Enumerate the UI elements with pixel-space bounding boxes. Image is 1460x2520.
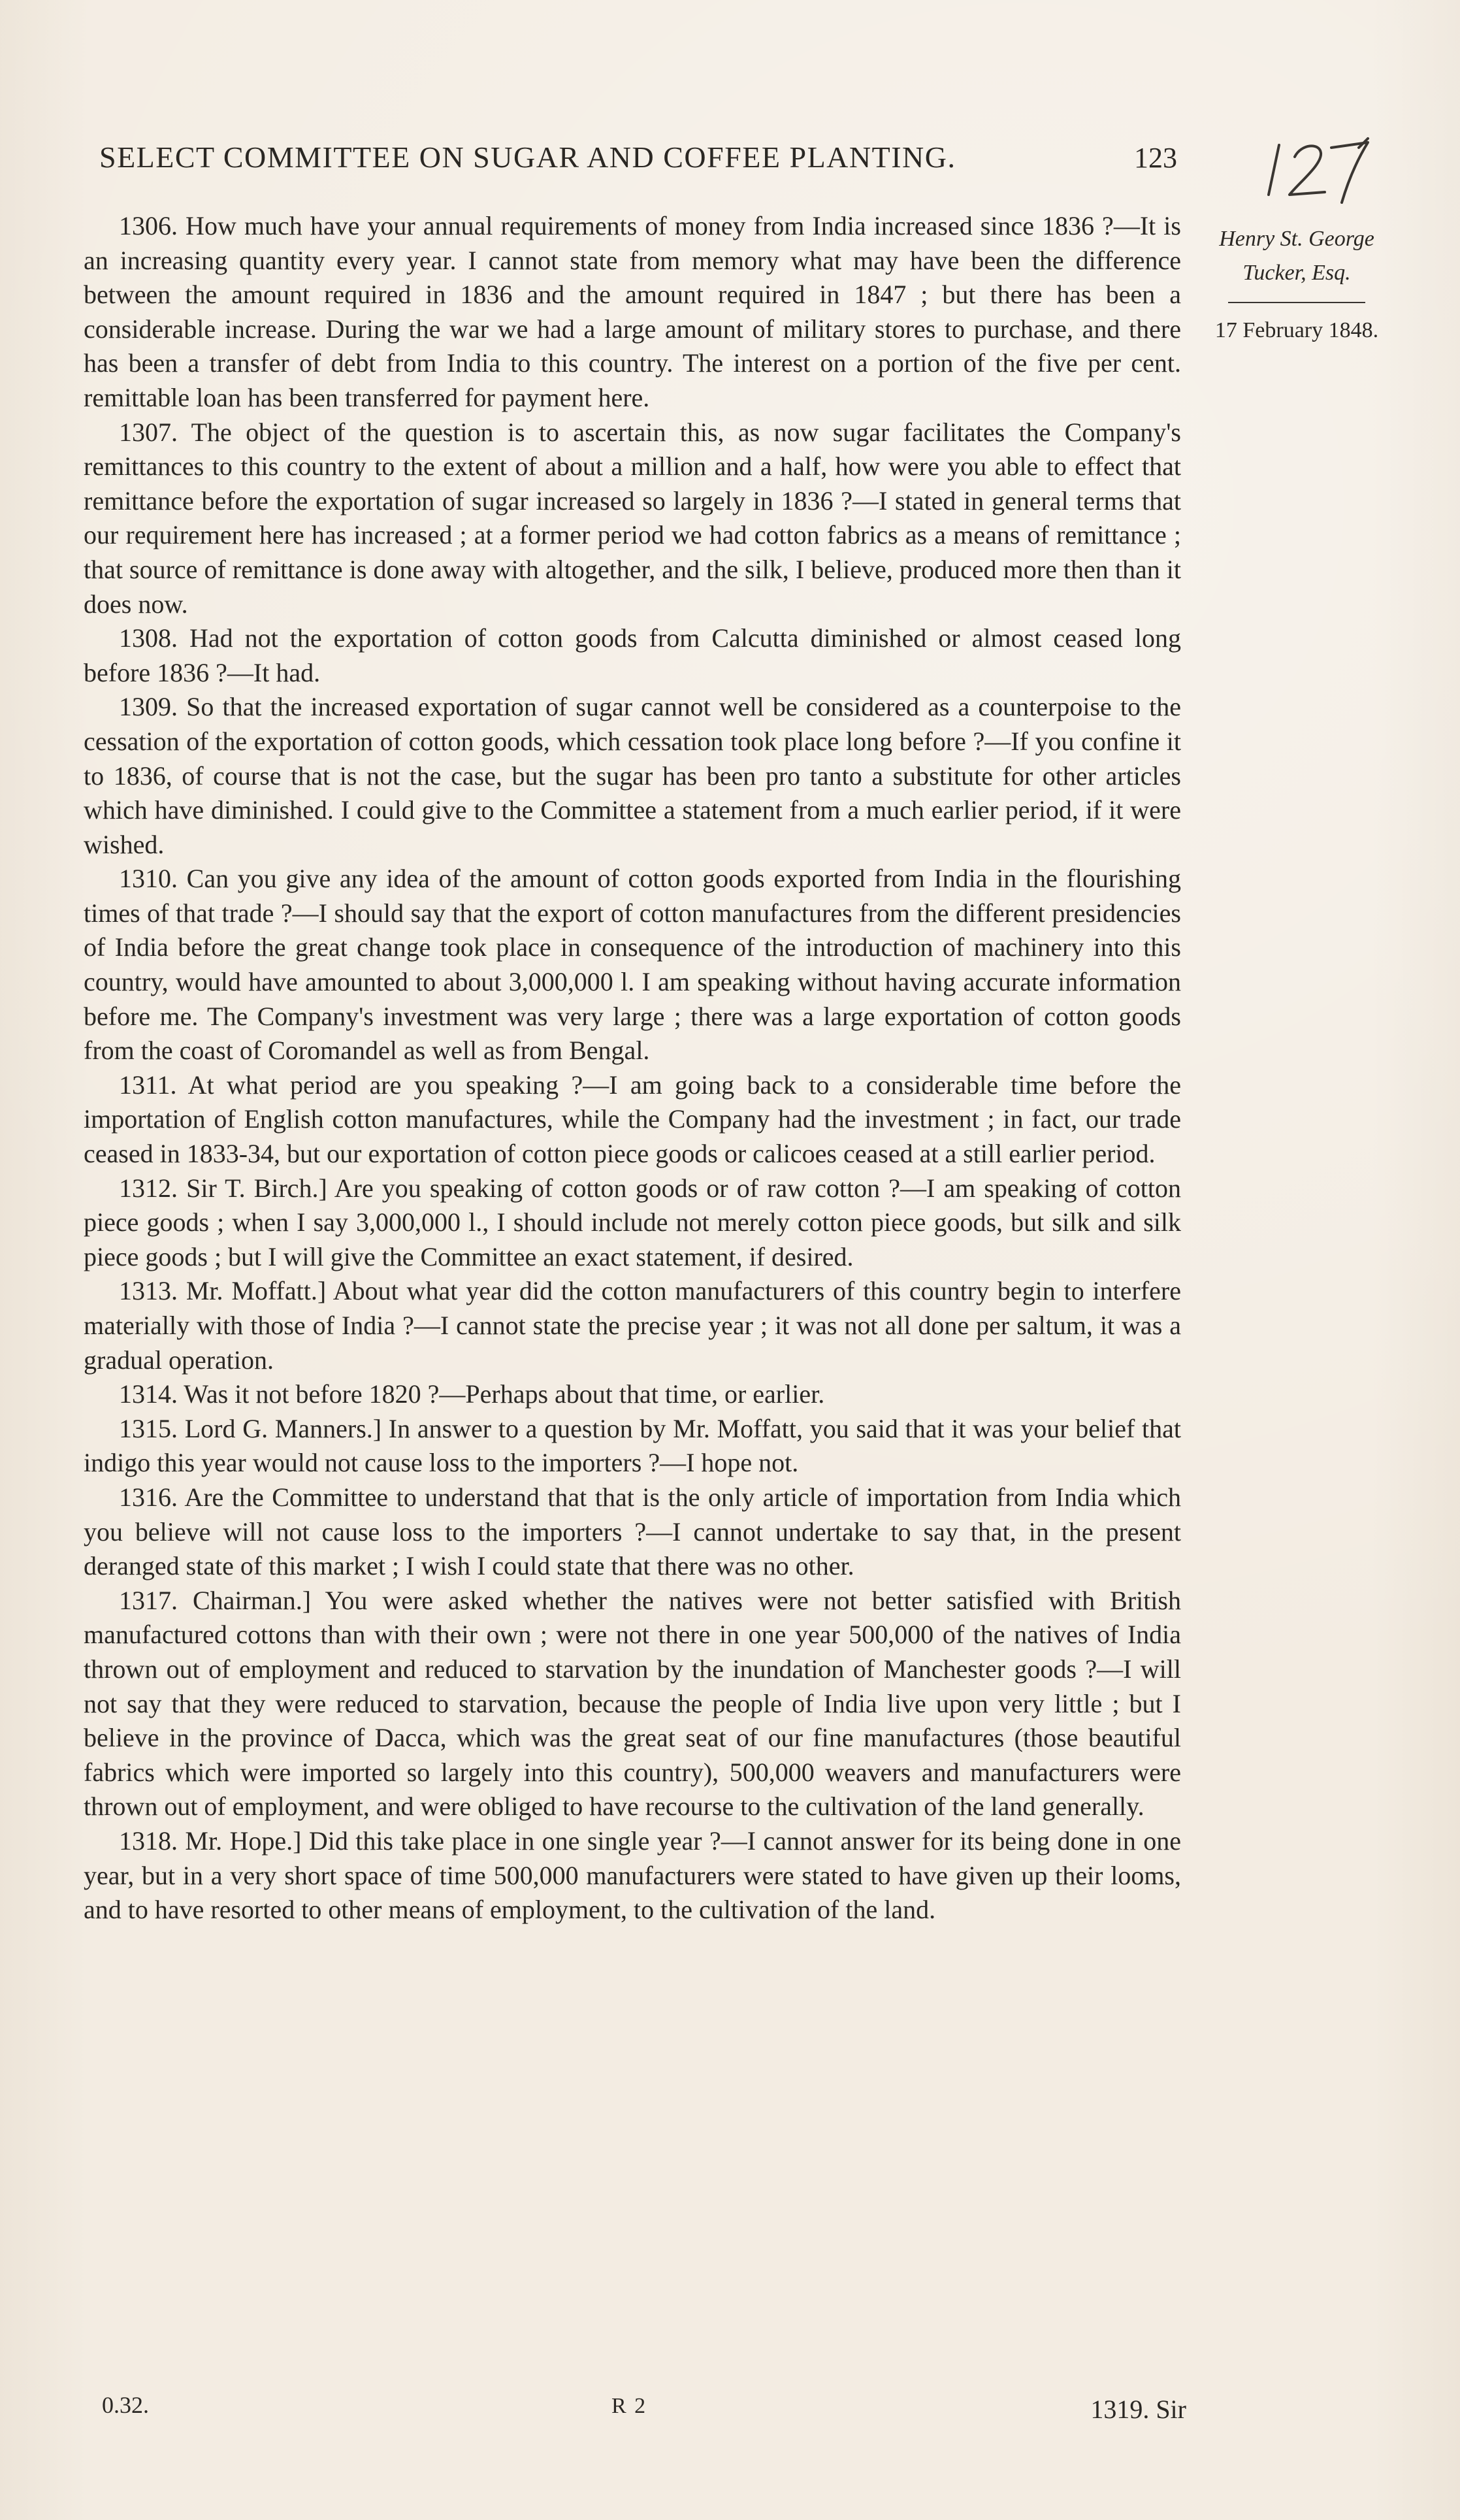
witness-name: Henry St. George [1219,227,1374,251]
paragraph-1310: 1310. Can you give any idea of the amount of cotton goods exported from India in the flourishing times of that trade ?—I should say that the export of cotton manufactures from the different presidencies of India before the great change took place in consequence of the introduction of machinery into this country, would have amounted to about 3,000,000 l. I am speaking without having accurate information before me. The Company's investment was very large ; there was a large exportation of cotton goods from the coast of Coromandel as well as from Bengal. [84,864,1181,1066]
evidence-body [84,209,1181,1927]
margin-note [1189,222,1404,348]
paragraph-1311: 1311. At what period are you speaking ?—I am going back to a considerable time before the importation of English cotton manufactures, while the Company had the investment ; in fact, our trade ceased in 1833-34, but our exportation of cotton piece goods or calicoes ceased at a still earlier period. [84,1070,1181,1169]
page-footer [102,2391,1186,2437]
paragraph-1318: 1318. Mr. Hope.] Did this take place in one single year ?—I cannot answer for its being done in one year, but in a very short space of time 500,000 manufacturers were stated to have given up their looms, and to have resorted to other means of employment, to the cultivation of the land. [84,1825,1181,1925]
handwritten-folio-number [1261,131,1385,209]
paragraph-1309: 1309. So that the increased exportation of sugar cannot well be considered as a counterpoise to the cessation of the exportation of cotton goods, which cessation took place long before ?—If you confine it to 1836, of course that is not the case, but the sugar has been pro tanto a substitute for other articles which have diminished. I could give to the Committee a statement from a much earlier period, if it were wished. [84,692,1181,859]
paragraph-1315: 1315. Lord G. Manners.] In answer to a question by Mr. Moffatt, you said that it was your belief that indigo this year would not cause loss to the importers ?—I hope not. [84,1413,1181,1478]
footer-paper-number: 0.32. [102,2392,149,2418]
footer-catchword: 1319. Sir [1090,2395,1186,2424]
footer-signature-mark: R 2 [611,2394,647,2418]
evidence-date: 17 February 1848. [1214,318,1379,342]
paragraph-1306: 1306. How much have your annual requirements of money from India increased since 1836 ?—It is an increasing quantity every year. I cannot state from memory what may have been the difference between the amount required in 1836 and the amount required in 1847 ; but there has been a considerable increase. During the war we had a large amount of military stores to purchase, and there has been a transfer of debt from India to this country. The interest on a portion of the five per cent. remittable loan has been transferred for payment here. [84,211,1181,412]
paragraph-1317: 1317. Chairman.] You were asked whether the natives were not better satisfied with British manufactured cottons than with their own ; were not there in one year 500,000 of the natives of India thrown out of employment and reduced to starvation by the inundation of Manchester goods ?—I will not say that they were reduced to starvation, because the people of India live upon very little ; but I believe in the province of Dacca, which was the great seat of our fine manufactures (those beautiful fabrics which were imported so largely into this country), 500,000 weavers and manufacturers were thrown out of employment, and were obliged to have recourse to the cultivation of the land generally. [84,1585,1181,1822]
paragraph-1312: 1312. Sir T. Birch.] Are you speaking of cotton goods or of raw cotton ?—I am speaking of cotton piece goods ; when I say 3,000,000 l., I should include not merely cotton piece goods, but silk and silk piece goods ; but I will give the Committee an exact statement, if desired. [84,1173,1181,1271]
paragraph-1313: 1313. Mr. Moffatt.] About what year did the cotton manufacturers of this country begin to interfere materially with those of India ?—I cannot state the precise year ; it was not all done per saltum, it was a gradual operation. [84,1276,1181,1375]
page-number: 123 [1134,142,1177,174]
page-header-title: SELECT COMMITTEE ON SUGAR AND COFFEE PLANTING. [99,140,956,174]
paragraph-1307: 1307. The object of the question is to ascertain this, as now sugar facilitates the Company's remittances to this country to the extent of about a million and a half, how were you able to effect that remittance before the exportation of sugar increased so largely in 1836 ?—I stated in general terms that our requirement here has increased ; at a former period we had cotton fabrics as a means of remittance ; that source of remittance is done away with altogether, and the silk, I believe, produced more then than it does now. [84,417,1181,619]
paragraph-1316: 1316. Are the Committee to understand that that is the only article of importation from India which you believe will not cause loss to the importers ?—I cannot undertake to say that, in the present deranged state of this market ; I wish I could state that there was no other. [84,1482,1181,1581]
paragraph-1308: 1308. Had not the exportation of cotton goods from Calcutta diminished or almost ceased long before 1836 ?—It had. [84,623,1181,687]
paragraph-1314: 1314. Was it not before 1820 ?—Perhaps about that time, or earlier. [119,1379,825,1409]
witness-suffix: Tucker, Esq. [1242,261,1351,285]
margin-rule [1228,302,1365,303]
running-header [99,140,1177,174]
